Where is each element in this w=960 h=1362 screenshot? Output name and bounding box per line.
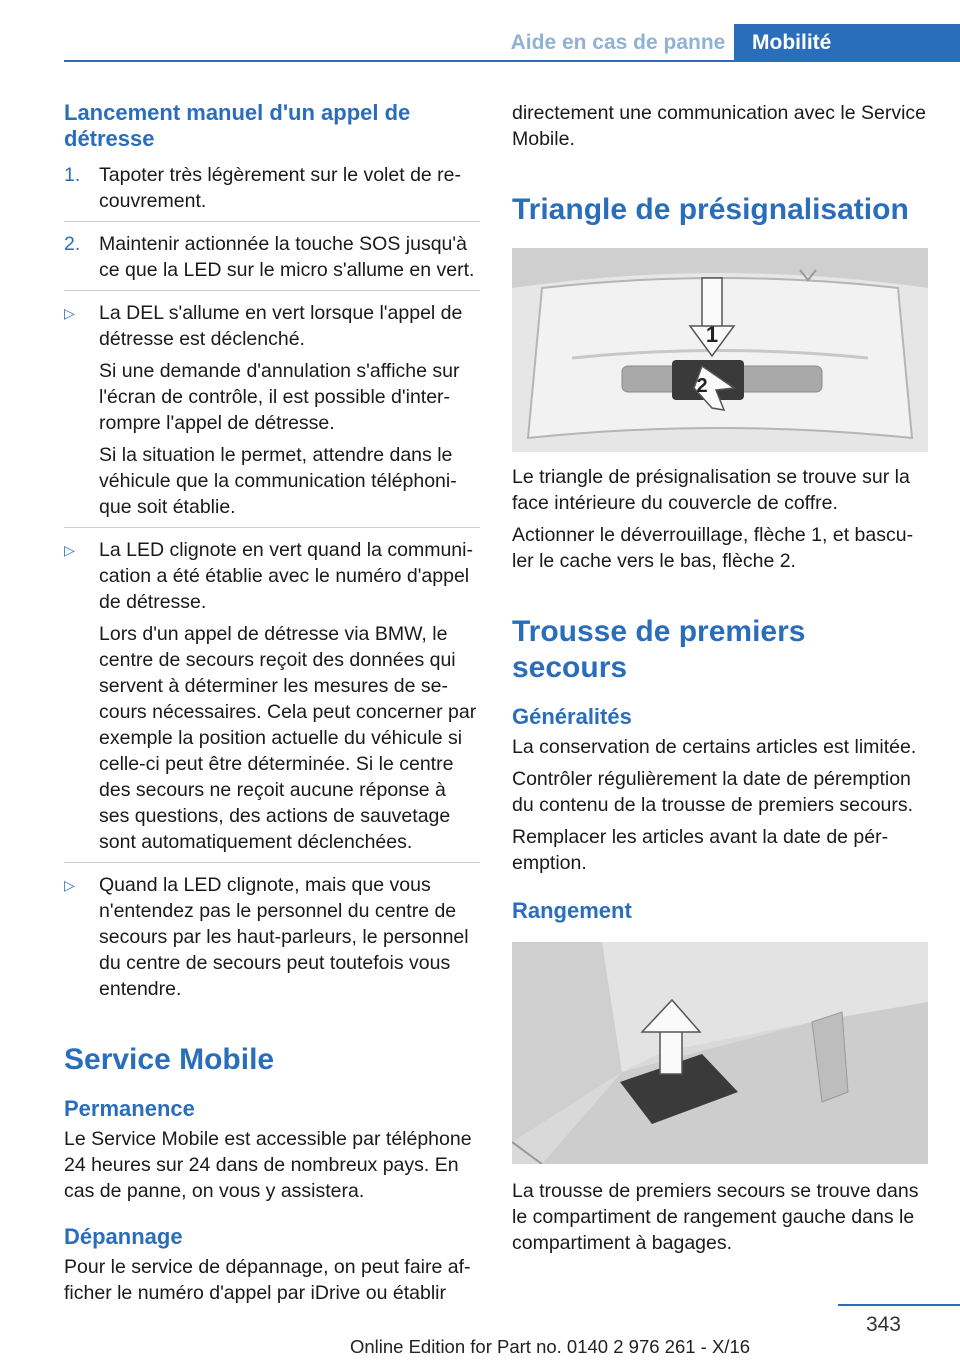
step-number: 1.: [64, 164, 81, 186]
divider: [64, 862, 480, 863]
arrow-2-label: 2: [696, 375, 708, 397]
step-text: Tapoter très légèrement sur le volet de recouvrement.: [99, 164, 462, 212]
footer-rule: [838, 1304, 960, 1306]
triangle-bullet-icon: ▷: [64, 542, 75, 558]
bullet-item: [64, 537, 480, 855]
manual-call-heading: Lancement manuel d'un appel de détresse: [64, 100, 411, 151]
general-text-1: La conservation de certains articles est limitée.: [512, 736, 917, 758]
bullet-item: [64, 872, 480, 1002]
step-number: 2.: [64, 233, 81, 255]
divider: [64, 290, 480, 291]
service-mobile-title: Service Mobile: [64, 1043, 275, 1076]
continuation-text: directement une communication avec le Service Mobile.: [512, 102, 927, 150]
storage-heading: Rangement: [512, 898, 632, 923]
permanence-text: Le Service Mobile est accessible par téléphone 24 heures sur 24 dans de nombreux pays. En cas de panne, on vous y assistera.: [64, 1128, 472, 1202]
bullet-item: [64, 300, 480, 520]
trunk-lid-figure: [512, 248, 928, 452]
bullet-text: Quand la LED clignote, mais que vous n'entendez pas le personnel du centre de secours par les haut-parleurs, le personnel du centre de secours peut toutefois vous entendre.: [99, 874, 469, 1000]
storage-text: La trousse de premiers secours se trouve dans le compartiment de rangement gauche dans le compartiment à bagages.: [512, 1180, 919, 1254]
left-column: [64, 100, 480, 1306]
page-number: 343: [865, 1313, 901, 1336]
triangle-title: Triangle de présignalisation: [512, 193, 909, 226]
divider: [64, 527, 480, 528]
first-aid-title: Trousse de premiers secours: [512, 615, 806, 684]
header-rule: [64, 60, 960, 62]
triangle-bullet-icon: ▷: [64, 305, 75, 321]
bullet-text: La LED clignote en vert quand la communication a été établie avec le numéro d'appel de détresse.: [99, 539, 473, 613]
triangle-bullet-icon: ▷: [64, 877, 75, 893]
edition-text: Online Edition for Part no. 0140 2 976 261 - X/16: [349, 1336, 751, 1357]
right-column: [512, 100, 928, 1256]
step-text: Maintenir actionnée la touche SOS jusqu'à ce que la LED sur le micro s'allume en vert.: [99, 233, 475, 281]
general-heading: Généralités: [512, 704, 632, 729]
depannage-text: Pour le service de dépannage, on peut faire afficher le numéro d'appel par iDrive ou établir: [64, 1256, 471, 1304]
bullet-text: Si la situation le permet, attendre dans le véhicule que la communication téléphonique soit établie.: [99, 444, 457, 518]
arrow-1-label: 1: [705, 322, 719, 347]
divider: [64, 221, 480, 222]
bullet-text: Lors d'un appel de détresse via BMW, le centre de secours reçoit des données qui servent à déterminer les mesures de secours nécessaires. Cela peut concerner par exemple la position actuelle du véhicule si celle-ci peut être déterminée. Si le centre des secours ne reçoit aucune réponse à ses questions, des actions de sauvetage sont automatiquement déclenchées.: [99, 623, 477, 853]
depannage-heading: Dépannage: [64, 1224, 183, 1249]
triangle-text-2: Actionner le déverrouillage, flèche 1, et basculer le cache vers le bas, flèche 2.: [512, 524, 914, 572]
general-text-2: Contrôler régulièrement la date de péremption du contenu de la trousse de premiers secours.: [512, 768, 914, 816]
permanence-heading: Permanence: [64, 1096, 195, 1121]
step-item: [64, 162, 480, 214]
luggage-compartment-figure: [512, 942, 928, 1164]
bullet-text: La DEL s'allume en vert lorsque l'appel de détresse est déclenché.: [99, 302, 463, 350]
chapter-tab[interactable]: Mobilité: [734, 24, 960, 62]
section-tab[interactable]: Aide en cas de panne: [510, 31, 726, 54]
general-text-3: Remplacer les articles avant la date de péremption.: [512, 826, 889, 874]
step-item: [64, 231, 480, 283]
triangle-text-1: Le triangle de présignalisation se trouve sur la face intérieure du couvercle de coffre.: [512, 466, 910, 514]
bullet-text: Si une demande d'annulation s'affiche sur l'écran de contrôle, il est possible d'interrompre l'appel de détresse.: [99, 360, 460, 434]
